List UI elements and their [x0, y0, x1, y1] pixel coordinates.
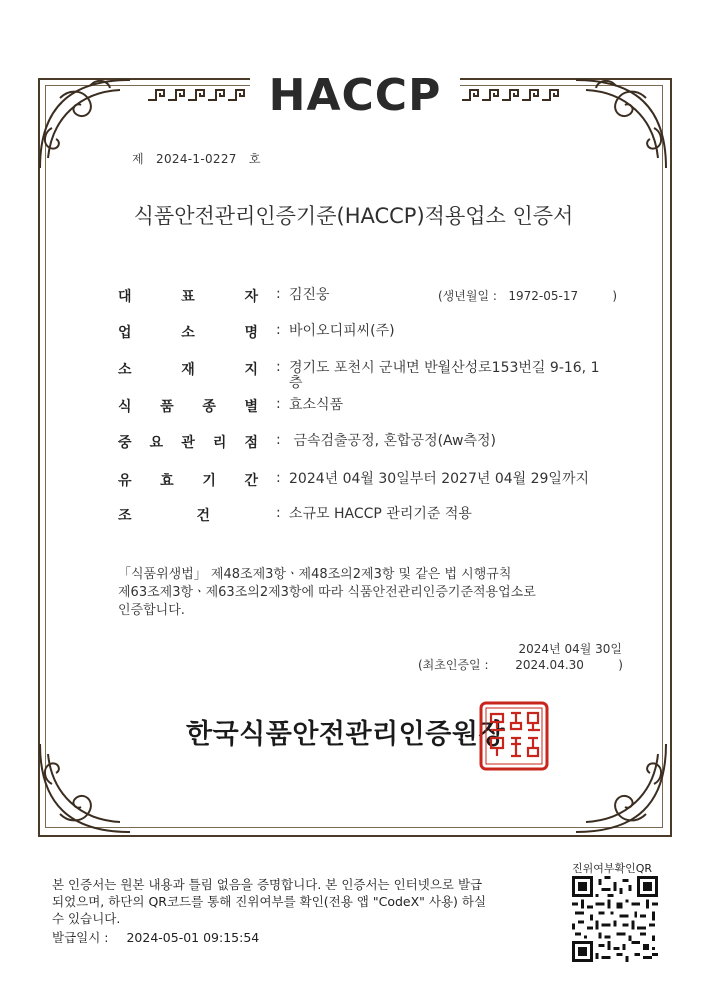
- field-value-address: 경기도 포천시 군내면 반월산성로153번길 9-16, 1: [289, 360, 600, 376]
- issuer-name: 한국식품안전관리인증원장: [186, 719, 505, 750]
- certificate-title: 식품안전관리인증기준(HACCP)적용업소 인증서: [133, 204, 574, 228]
- field-colon: :: [276, 322, 281, 338]
- ornament-top-left-icon: [30, 68, 150, 188]
- field-colon: :: [276, 470, 281, 486]
- footer-line-3: 수 있습니다.: [52, 911, 121, 926]
- certificate-number: [132, 150, 261, 167]
- footer-notice: [52, 876, 562, 927]
- ornament-bottom-left-icon: [30, 724, 150, 844]
- field-label-representative: 대 표 자: [118, 289, 258, 305]
- greek-key-right-icon: [462, 88, 562, 102]
- issue-time-value: 2024-05-01 09:15:54: [126, 930, 260, 945]
- field-value-address-line2: 층: [289, 375, 303, 391]
- field-label-food-type: 식 품 종 별: [118, 399, 258, 415]
- issue-date: 2024년 04월 30일: [518, 642, 622, 656]
- official-seal-icon: [478, 700, 550, 772]
- legal-line-1: 「식품위생법」 제48조제3항ㆍ제48조의2제3항 및 같은 법 시행규칙: [118, 567, 512, 582]
- issue-timestamp: [52, 928, 259, 946]
- cert-number-suffix: 호: [248, 152, 261, 166]
- field-value-validity-period: 2024년 04월 30일부터 2027년 04월 29일까지: [289, 471, 590, 487]
- field-label-critical-control-point: 중 요 관 리 점: [118, 435, 258, 451]
- ornament-top-right-icon: [556, 68, 676, 188]
- greek-key-left-icon: [148, 88, 248, 102]
- field-value-conditions: 소규모 HACCP 관리기준 적용: [289, 506, 472, 522]
- field-label-conditions: 조 건: [118, 508, 210, 524]
- field-value-representative: 김진웅: [289, 287, 330, 303]
- legal-line-2: 제63조제3항ㆍ제63조의2제3항에 따라 식품안전관리인증기준적용업소로: [118, 585, 536, 600]
- issue-time-label: 발급일시 :: [52, 930, 109, 945]
- cert-number-value: 2024-1-0227: [156, 152, 237, 166]
- footer-line-2: 되었으며, 하단의 QR코드를 통해 진위여부를 확인(전용 앱 "CodeX" 사용) 하실: [52, 894, 487, 909]
- field-label-business-name: 업 소 명: [118, 325, 258, 341]
- first-certification-date: (최초인증일 : 2024.04.30 ): [418, 658, 623, 672]
- field-value-food-type: 효소식품: [289, 397, 344, 413]
- qr-label: 진위여부확인QR: [572, 862, 653, 875]
- field-colon: :: [276, 505, 281, 521]
- footer-line-1: 본 인증서는 원본 내용과 틀림 없음을 증명합니다. 본 인증서는 인터넷으로 발급: [52, 877, 483, 892]
- ornament-bottom-right-icon: [556, 724, 676, 844]
- field-label-validity-period: 유 효 기 간: [118, 473, 258, 489]
- haccp-logo: HACCP: [250, 68, 460, 124]
- legal-line-3: 인증합니다.: [118, 603, 185, 618]
- field-colon: :: [276, 286, 281, 302]
- qr-code-icon[interactable]: [572, 876, 658, 962]
- field-colon: :: [276, 396, 281, 412]
- field-label-address: 소 재 지: [118, 362, 258, 378]
- field-value-business-name: 바이오디피씨(주): [289, 323, 395, 339]
- cert-number-prefix: 제: [132, 152, 144, 166]
- field-colon: :: [276, 359, 281, 375]
- field-colon: :: [276, 432, 281, 448]
- legal-statement: [118, 566, 618, 620]
- field-value-critical-control-point: 금속검출공정, 혼합공정(Aw측정): [289, 433, 497, 449]
- field-extra-birthdate: (생년월일 : 1972-05-17 ): [438, 289, 618, 303]
